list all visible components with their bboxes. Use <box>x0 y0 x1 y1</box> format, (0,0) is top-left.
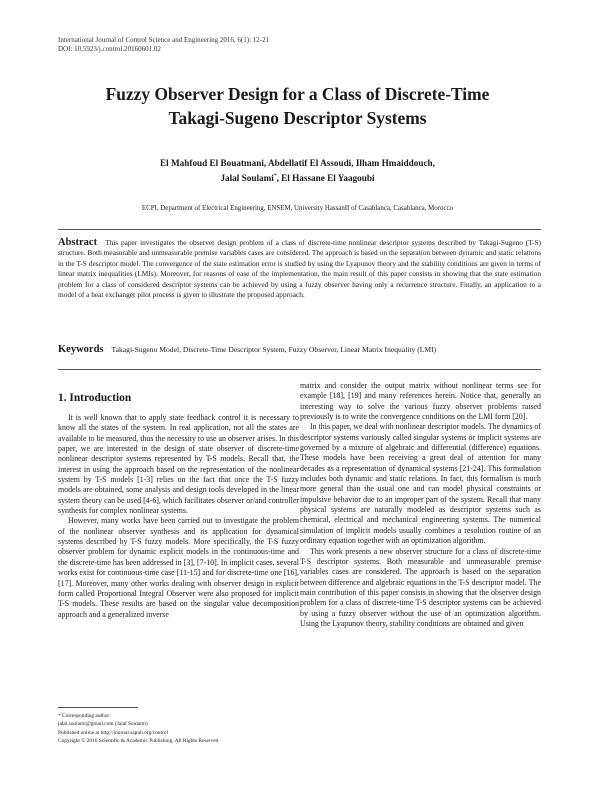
section-heading: 1. Introduction <box>58 392 132 404</box>
paragraph: matrix and consider the output matrix without nonlinear terms see for example [18], [19] and many references herein. Notice that, generally an interesting way to solve the various fuzzy observer problems raised previously is to write the convergence conditions on the LMI form [20]. <box>300 381 541 422</box>
corresponding-mark: * <box>273 172 277 179</box>
authors-line-2 <box>60 171 535 186</box>
affiliation: ECPI, Department of Electrical Engineering, ENSEM, University HassanII of Casablanca, Casablanca, Morocco <box>141 205 454 212</box>
footnote <box>58 712 298 745</box>
right-column <box>300 381 541 629</box>
keywords-text: Takagi-Sugeno Model, Discrete-Time Descriptor System, Fuzzy Observer, Linear Matrix Inequality (LMI) <box>111 345 437 354</box>
abstract-text: This paper investigates the observer design problem of a class of discrete-time nonlinear descriptor systems described by Takagi-Sugeno (T-S) structure. Both measurable and unmeasurable premise variables cases are considered. The approach is based on the separation between dynamic and static relations in the T-S descriptor model. The convergence of the state estimation error is studied by using the Lyapunov theory and the stability conditions are given in terms of linear matrix inequalities (LMIs). Moreover, for reasons of ease of the implementation, the main result of this paper consists in showing that the state estimation problem for a class of considered descriptor systems can be achieved by using a fuzzy observer having only a recurrence structure. Finally, an application to a model of a heat exchanger pilot process is given to illustrate the proposed approach. <box>58 238 541 300</box>
paragraph: This work presents a new observer structure for a class of discrete-time T-S descriptor systems. Both measurable and unmeasurable premise variables cases are considered. The approach is based on the separation between difference and algebraic equations in the T-S descriptor model. The main contribution of this paper consists in showing that the observer design problem for a class of discrete-time T-S descriptor systems can be achieved by using a fuzzy observer without the use of an optimization algorithm. Using the Lyapunov theory, stability conditions are obtained and given <box>300 546 541 628</box>
title-line-1: Fuzzy Observer Design for a Class of Discrete-Time <box>105 84 490 104</box>
authors-line-1: El Mahfoud El Bouatmani, Abdellatif El Assoudi, Ilham Hmaiddouch, <box>160 158 435 168</box>
footnote-published: Published online at http://journal.sapub.org/control <box>58 729 168 736</box>
paragraph: However, many works have been carried out to investigate the problem of the nonlinear observer synthesis and its application for dynamical systems described by T-S fuzzy models. More specifically, the T-S fuzzy observer problem for dynamic explicit models in the continuous-time and the discrete-time has been addressed in [3], [7-10]. In implicit cases, several works exist for continuous-time case [11-15] and for discrete-time one [16], [17]. Moreover, many other works dealing with observer design in explicit form called Proportional Integral Observer were also proposed for implicit T-S models. These results are based on the singular value decomposition approach and a generalized inverse <box>58 516 299 619</box>
paper-title <box>40 82 555 130</box>
footnote-rule <box>58 707 138 708</box>
corresponding-author: Jalal Soulami <box>220 173 274 183</box>
keywords-label: Keywords <box>58 344 104 355</box>
divider-top <box>58 229 541 230</box>
abstract-label: Abstract <box>58 237 98 248</box>
left-column <box>58 413 299 620</box>
journal-header <box>58 36 538 54</box>
paragraph: It is well known that to apply state feedback control it is necessary to know all the states of the system. In real application, not all the states are available to be measured, thus the necessity to use an observer arises. In this paper, we are interested in the design of state observer of discrete-time nonlinear descriptor systems represented by T-S models. Recall that, the interest in using the approach based on the representation of the nonlinear system by T-S models [1-3] relies on the fact that once the T-S fuzzy models are obtained, some analysis and design tools developed in the linear system theory can be used [4-6], which facilitates observer or/and controller synthesis for complex nonlinear systems. <box>58 413 299 516</box>
authors-line-2-rest: , El Hassane El Yaagoubi <box>276 173 375 183</box>
footnote-corresponding: * Corresponding author: <box>58 713 111 719</box>
author-list <box>60 156 535 186</box>
journal-citation: International Journal of Control Science and Engineering 2016, 6(1): 12-21 <box>58 36 270 44</box>
title-line-2: Takagi-Sugeno Descriptor Systems <box>168 108 427 128</box>
keywords-block <box>58 344 541 355</box>
doi: DOI: 10.5923/j.control.20160601.02 <box>58 45 161 53</box>
paragraph: In this paper, we deal with nonlinear descriptor models. The dynamics of descriptor systems variously called singular systems or implicit systems are governed by a mixture of algebraic and differential (difference) equations. These models have been receiving a great deal of attention for many decades as a representation of dynamical systems [21-24]. This formulation includes both dynamic and static relations. In fact, this formalism is much more general than the usual one and can model physical constraints or impulsive behavior due to an improper part of the system. Recall that many physical systems are naturally modeled as descriptor systems such as chemical, electrical and mechanical engineering systems. The numerical simulation of implicit models usually combines a resolution routine of an ordinary equation together with an optimization algorithm. <box>300 422 541 546</box>
footnote-email: jalal.soulami@gmail.com (Jalal Soulami) <box>58 721 148 728</box>
divider-bottom <box>58 369 541 370</box>
footnote-copyright: Copyright © 2016 Scientific & Academic Publishing. All Rights Reserved <box>58 737 219 744</box>
abstract-block <box>58 238 541 300</box>
